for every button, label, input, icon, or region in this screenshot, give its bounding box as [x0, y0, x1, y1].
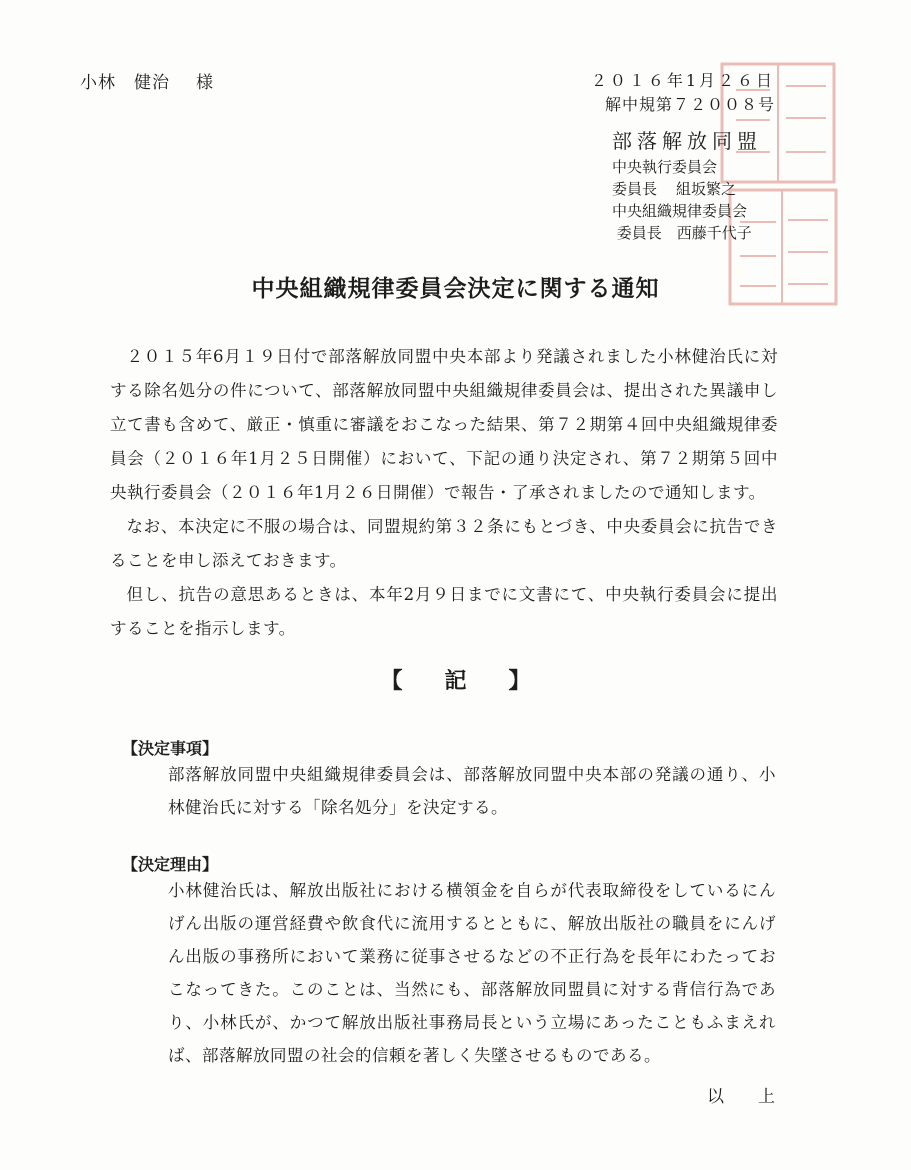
decision-text: 部落解放同盟中央組織規律委員会は、部落解放同盟中央本部の発議の通り、小林健治氏に対する「除名処分」を決定する。 — [168, 765, 776, 817]
addressee-honorific: 様 — [196, 73, 214, 93]
closing-mark — [707, 1082, 775, 1107]
body-paragraph: なお、本決定に不服の場合は、同盟規約第３２条にもとづき、中央委員会に抗告できることを申し添えておきます。 — [110, 517, 778, 570]
decision-heading: 【決定事項】 — [122, 739, 219, 758]
chair2-name: 西藤千代子 — [676, 224, 752, 242]
issuer-committee2: 中央組織規律委員会 — [612, 202, 748, 220]
ki-heading — [0, 664, 911, 695]
issuer-chair1 — [612, 178, 762, 200]
document-title: 中央組織規律委員会決定に関する通知 — [251, 276, 660, 302]
body-paragraph: ２０１５年6月１９日付で部落解放同盟中央本部より発議されました小林健治氏に対する除名処分の件について、部落解放同盟中央組織規律委員会は、提出された異議申し立て書も含めて、厳正・慎重に審議をおこなった結果、第７２期第４回中央組織規律委員会（２０１６年1月２５日開催）において、下記の通り決定され、第７２期第５回中央執行委員会（２０１６年1月２６日開催）で報告・了承されましたので通知します。 — [110, 347, 778, 502]
issuer-organization: 部落解放同盟 — [612, 129, 762, 153]
ki-label: 記 — [444, 669, 467, 694]
document-number: 解中規第７２００８号 — [604, 95, 775, 114]
closing-first: 以 — [707, 1087, 724, 1107]
notice-body — [110, 340, 778, 646]
addressee — [80, 68, 214, 93]
chair1-name: 組坂繁之 — [676, 180, 737, 198]
issuer-block — [612, 130, 762, 244]
chair2-label: 委員長 — [616, 224, 662, 242]
chair1-label: 委員長 — [612, 180, 658, 198]
reason-text: 小林健治氏は、解放出版社における横領金を自らが代表取締役をしているにんげん出版の運営経費や飲食代に流用するとともに、解放出版社の職員をにんげん出版の事務所において業務に従事させるなどの不正行為を長年にわたっておこなってきた。このことは、当然にも、部落解放同盟員に対する背信行為であり、小林氏が、かつて解放出版社事務局長という立場にあったこともふまえれば、部落解放同盟の社会的信頼を著しく失墜させるものである。 — [168, 881, 776, 1065]
closing-second: 上 — [758, 1087, 775, 1107]
addressee-name: 小林 健治 — [80, 73, 170, 93]
issuer-chair2 — [612, 222, 762, 244]
reason-heading: 【決定理由】 — [122, 855, 219, 874]
body-paragraph: 但し、抗告の意思あるときは、本年2月９日までに文書にて、中央執行委員会に提出することを指示します。 — [110, 585, 778, 638]
issuer-committee1: 中央執行委員会 — [612, 158, 718, 176]
ki-bracket-close: 】 — [508, 669, 531, 694]
issue-date: ２０１６年1月２６日 — [590, 71, 775, 90]
ki-bracket-open: 【 — [380, 669, 403, 694]
